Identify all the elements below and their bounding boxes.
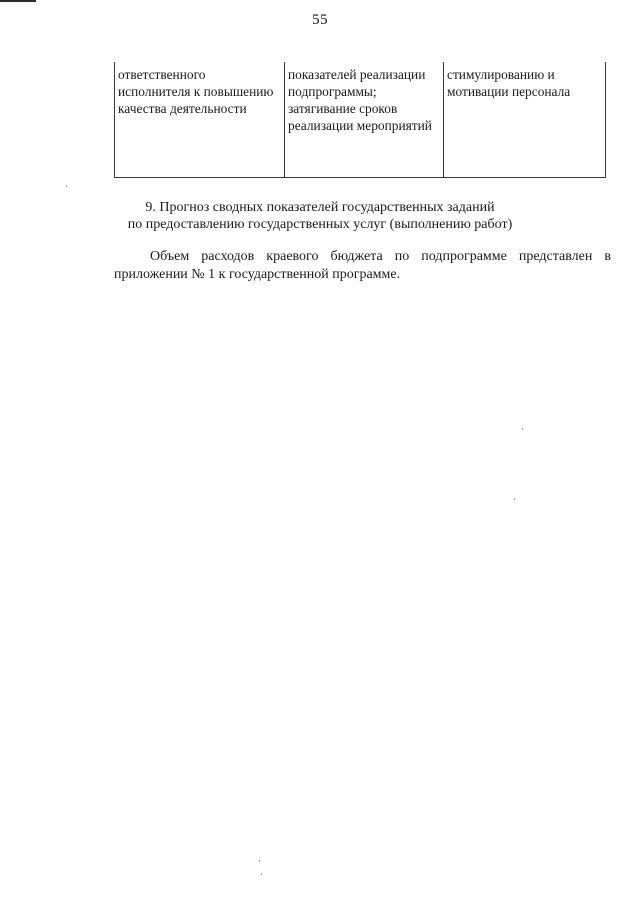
continuation-table bbox=[114, 62, 606, 178]
table-cell-measures: стимулированию и мотивации персонала bbox=[444, 62, 606, 178]
section-heading bbox=[0, 199, 640, 233]
scan-speck bbox=[66, 185, 67, 187]
scan-speck bbox=[259, 860, 260, 862]
scan-speck bbox=[514, 498, 515, 500]
scan-speck bbox=[522, 428, 523, 430]
section-heading-line-2: по предоставлению государственных услуг (выполнению работ) bbox=[127, 217, 513, 232]
table-cell-risks: показателей реализации подпрограммы; затягивание сроков реализации мероприятий bbox=[285, 62, 444, 178]
table-cell-responsible: ответственного исполнителя к повышению качества деятельности bbox=[115, 62, 285, 178]
body-paragraph: Объем расходов краевого бюджета по подпрограмме представлен в приложении № 1 к государственной программе. bbox=[114, 249, 611, 282]
page-number: 55 bbox=[312, 12, 328, 28]
scan-edge-mark bbox=[0, 0, 36, 2]
section-heading-line-1: 9. Прогноз сводных показателей государственных заданий bbox=[145, 200, 495, 215]
scan-speck bbox=[261, 873, 262, 875]
table-row bbox=[115, 62, 606, 178]
